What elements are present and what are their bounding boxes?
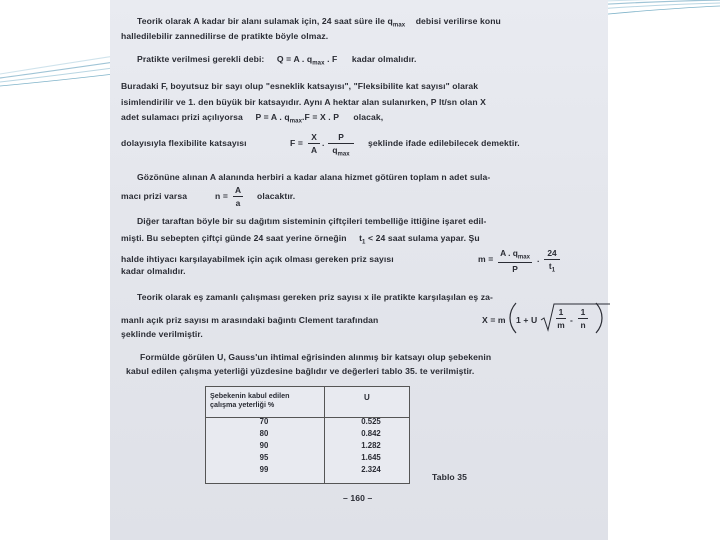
formula-f-label: F = (290, 138, 303, 148)
fraction-aqmax-over-p: A . $q_{max}$ P (498, 248, 532, 274)
table-row: 99 2.324 (259, 465, 381, 474)
formula-q: Q = A . $q_{max}$ . F (276, 54, 338, 67)
fraction-1-over-n: 1 n (578, 307, 588, 330)
fraction-1-over-m: 1 m (557, 307, 565, 330)
formula-x-label: X = m (482, 315, 506, 325)
table-row: 95 1.645 (259, 453, 381, 462)
fraction-x-over-a: X A (308, 132, 320, 155)
text-line-17: Formülde görülen U, Gauss'un ihtimal eğrisinden alınmış bir katsayı olup şebekenin (140, 352, 492, 362)
data-table (205, 386, 410, 484)
text-line-16: şeklinde verilmiştir. (121, 329, 203, 339)
text-line-13: kadar olmalıdır. (121, 266, 186, 276)
text-line-2: halledilebilir zannedilirse de pratikte böyle olmaz. (121, 31, 329, 41)
table-row: 90 1.282 (259, 441, 381, 450)
table-header-u: U (364, 393, 370, 402)
text-line-4: Buradaki F, boyutsuz bir sayı olup "esneklik katsayısı", "Fleksibilite kat sayısı" olarak (121, 81, 479, 91)
table-row: 80 0.842 (259, 429, 381, 438)
table-row: 70 0.525 (259, 417, 381, 426)
text-line-8: Gözönüne alınan A alanında herbiri a kadar alana hizmet götüren toplam n adet sula- (137, 172, 491, 182)
text-line-11: mişti. Bu sebepten çiftçi günde 24 saat yerine örneğin $t_1 < 24$ saat sulama yapar. Şu (121, 233, 480, 246)
fraction-24-over-t1: 24 $t_1$ (544, 248, 560, 274)
text-line-18: kabul edilen çalışma yeterliği yüzdesine bağlıdır ve değerleri tablo 35. te verilmiştir. (126, 366, 475, 376)
formula-p: P = A . $q_{max}.F = X$ . P (255, 112, 339, 125)
text-line-9-end: olacaktır. (257, 191, 296, 201)
text-line-12: halde ihtiyacı karşılayabilmek için açık olması gereken priz sayısı (121, 254, 394, 264)
fraction-a-over-a: A a (234, 185, 242, 208)
text-line-10: Diğer taraftan böyle bir su dağıtım sisteminin çiftçileri tembelliğe ittiğine işaret edil- (137, 216, 487, 226)
text-line-1: Teorik olarak A kadar bir alanı sulamak için, 24 saat süre ile $q_{max}$ debisi verilirse konu (137, 16, 501, 29)
text-line-3: Pratikte verilmesi gerekli debi: Q = A . $q_{max}$ . F kadar olmalıdır. (137, 54, 417, 67)
table-header-percent: Şebekenin kabul edilen çalışma yeterliği % (210, 391, 290, 409)
right-paren-icon (594, 302, 606, 334)
fraction-p-over-qmax: P $q_{max}$ (328, 132, 354, 158)
table-header (206, 387, 409, 418)
text-line-5: isimlendirilir ve 1. den büyük bir katsayıdır. Aynı A hektar alan sulanırken, P lt/sn olan X (121, 97, 487, 107)
formula-m-label: m = (478, 254, 494, 264)
text-line-9: macı prizi varsa (121, 191, 188, 201)
text-line-7: dolayısıyla flexibilite katsayısı (121, 138, 247, 148)
formula-n-label: n = (215, 191, 228, 201)
page-number: – 160 – (343, 493, 373, 503)
text-line-15: manlı açık priz sayısı m arasındaki bağıntı Clement tarafından (121, 315, 379, 325)
formula-one-plus-u: 1 + U (516, 315, 538, 325)
text-line-14: Teorik olarak eş zamanlı çalışması gereken priz sayısı x ile pratikte karşılaşılan eş za- (137, 292, 494, 302)
scanned-book-page: Teorik olarak A kadar bir alanı sulamak için, 24 saat süre ile $q_{max}$ debisi verilirse konu halledilebilir zannedilirse de pratikte böyle olmaz. Pratikte verilmesi gerekli debi: Q = A . $q_{max}$ . F kadar olmalıdır. Buradaki F, boyutsuz bir sayı olup "esneklik katsayısı", "Fleksibilite kat sayısı" olarak isimlendirilir ve 1. den büyük bir katsayıdır. Aynı A hektar alan sulanırken, P lt/sn olan X adet sulamacı prizi açılıyorsa P = A . $q_{max}.F = X$ . P olacak, dolayısıyla flexibilite katsayısı F = X A . P $q_{max}$ şeklinde ifade edilebilecek demektir. Gözönüne alınan A alanında herbiri a kadar alana hizmet götüren toplam n adet sula- macı prizi varsa n = A a olacaktır. Diğer taraftan böyle bir su dağıtım sisteminin çiftçileri tembelliğe ittiğine işaret edil- mişti. Bu sebepten çiftçi günde 24 saat yerine örneğin $t_1 < 24$ saat sulama yapar. Şu halde ihtiyacı karşılayabilmek için açık olması gereken priz sayısı m = A . $q_{max}$ P . 24 $t_1$ kadar olmalıdır. Teorik olarak eş zamanlı çalışması gereken priz sayısı x ile pratikte karşılaşılan eş za- manlı açık priz sayısı m arasındaki bağıntı Clement tarafından X = m 1 + U 1 m - 1 n şeklinde verilmiştir. Formülde görülen U, Gauss'un ihtimal eğrisinden alınmış bir katsayı olup şebekenin kabul edilen çalışma yeterliği yüzdesine bağlıdır ve değerleri tablo 35. te verilmiştir. Şebekenin kabul edilen çalışma yeterliği % U 70 0.525 80 0.842 90 1.282 95 1.645 99 2.324 Tablo 35 – 160 – (110, 0, 608, 540)
table-caption: Tablo 35 (432, 472, 468, 482)
text-line-6: adet sulamacı prizi açılıyorsa P = A . $q_{max}.F = X$ . P olacak, (121, 112, 384, 125)
text-line-7-end: şeklinde ifade edilebilecek demektir. (368, 138, 520, 148)
